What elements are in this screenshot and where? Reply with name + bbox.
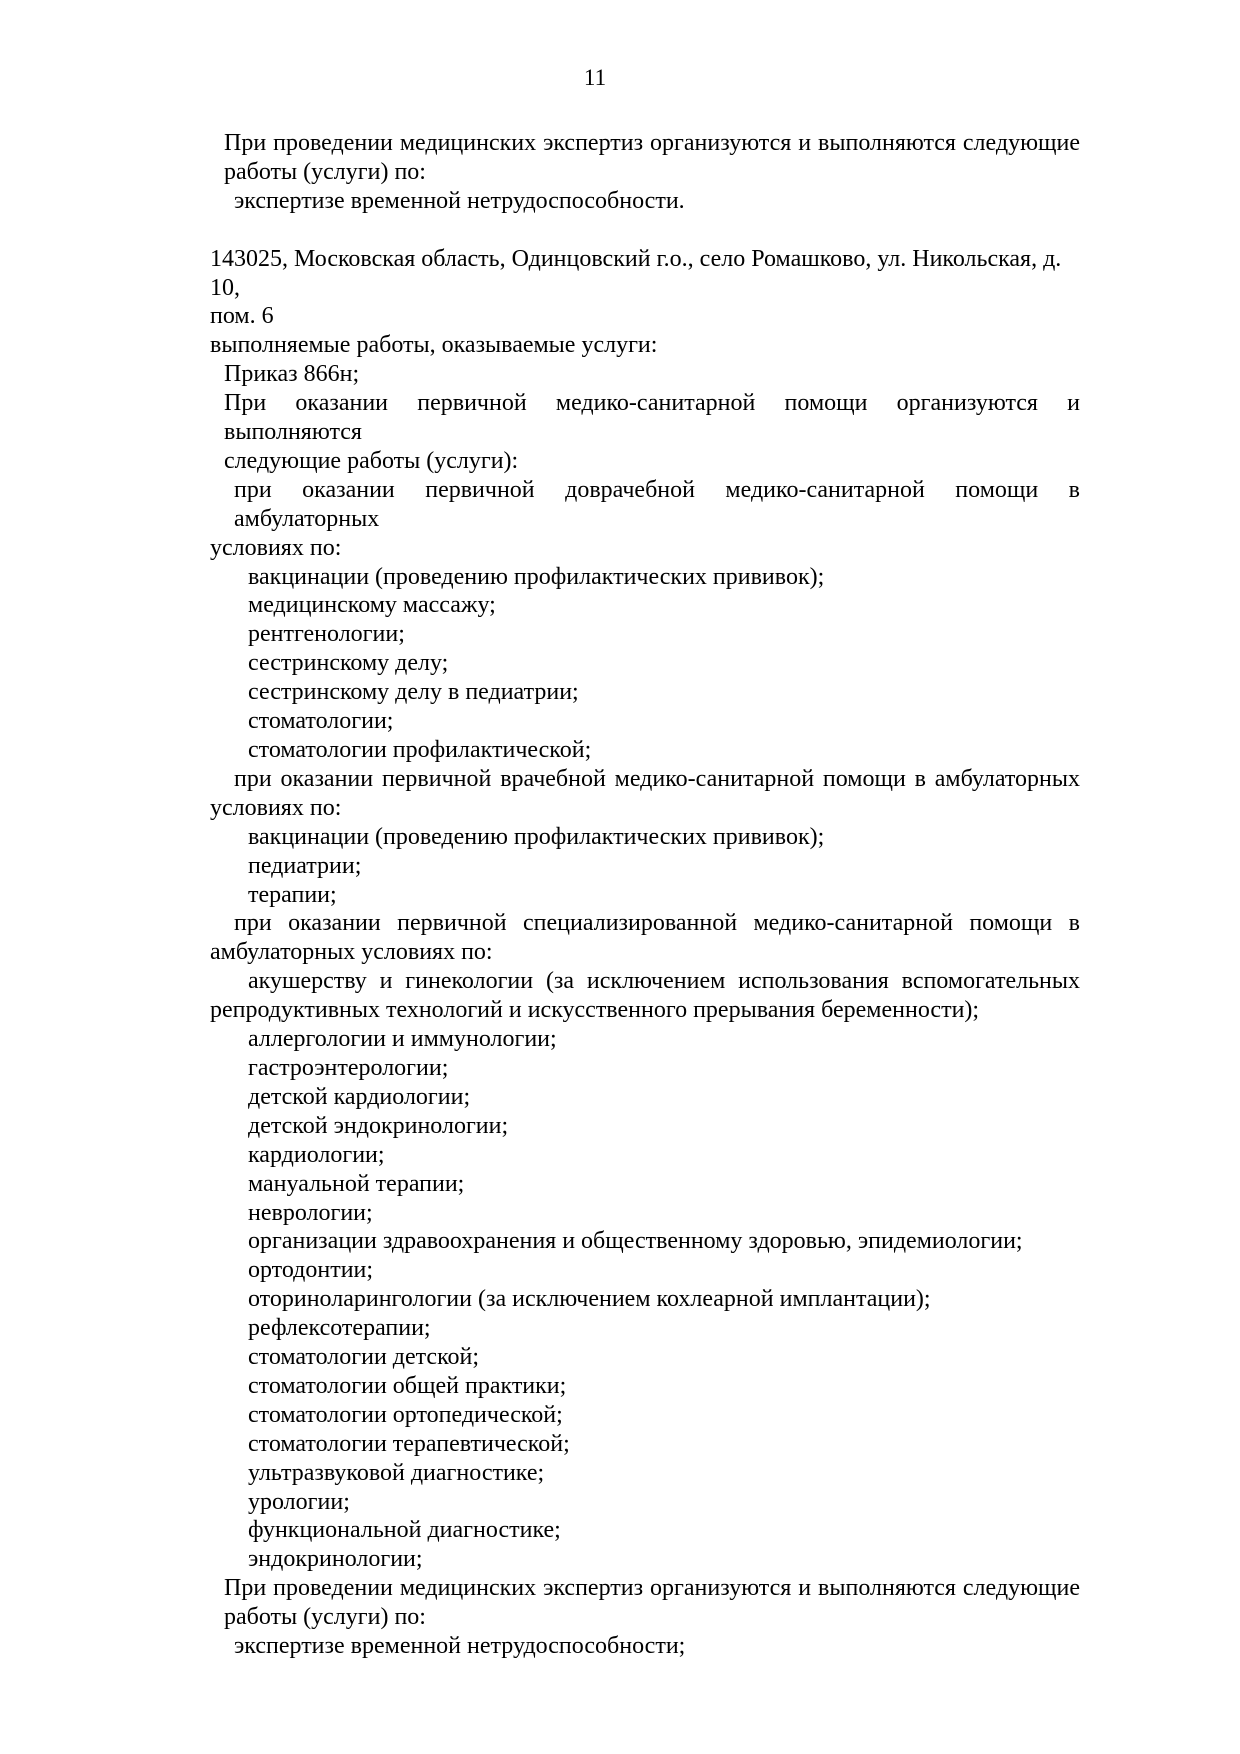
text-line: репродуктивных технологий и искусственного прерывания беременности); <box>210 997 980 1024</box>
text-line: вакцинации (проведению профилактических прививок); <box>248 563 825 590</box>
text-line: детской эндокринологии; <box>248 1112 509 1139</box>
text-line: при оказании первичной специализированной медико-санитарной помощи в <box>234 910 1080 937</box>
text-line: гастроэнтерологии; <box>248 1054 449 1081</box>
text-line: условиях по: <box>210 794 342 821</box>
text-line: Приказ 866н; <box>224 361 360 388</box>
text-line: При проведении медицинских экспертиз организуются и выполняются следующие <box>224 130 1080 156</box>
text-line: 143025, Московская область, Одинцовский г.о., село Ромашково, ул. Никольская, д. 10, <box>210 245 1062 301</box>
text-line: вакцинации (проведению профилактических прививок); <box>248 823 825 850</box>
text-line: экспертизе временной нетрудоспособности; <box>234 1633 686 1660</box>
text-line: ортодонтии; <box>248 1257 374 1284</box>
text-line: При оказании первичной медико-санитарной помощи организуются и выполняются <box>224 390 1080 446</box>
text-line: кардиологии; <box>248 1141 385 1168</box>
text-line: При проведении медицинских экспертиз организуются и выполняются следующие <box>224 1575 1080 1602</box>
text-line: ультразвуковой диагностике; <box>248 1459 545 1486</box>
text-line: урологии; <box>248 1488 350 1515</box>
text-line: работы (услуги) по: <box>224 1604 426 1631</box>
text-line: при оказании первичной врачебной медико-санитарной помощи в амбулаторных <box>234 765 1080 792</box>
text-line: условиях по: <box>210 534 342 561</box>
text-line: мануальной терапии; <box>248 1170 465 1197</box>
text-line: амбулаторных условиях по: <box>210 939 493 966</box>
text-line: рентгенологии; <box>248 621 405 648</box>
text-line: сестринскому делу; <box>248 650 449 677</box>
text-line: сестринскому делу в педиатрии; <box>248 679 579 706</box>
text-line: пом. 6 <box>210 303 274 330</box>
text-line: функциональной диагностике; <box>248 1517 561 1544</box>
text-line: акушерству и гинекологии (за исключением использования вспомогательных <box>248 968 1080 995</box>
text-line: стоматологии общей практики; <box>248 1372 567 1399</box>
text-line: стоматологии; <box>248 708 394 735</box>
text-line: следующие работы (услуги): <box>224 447 519 474</box>
text-line: при оказании первичной доврачебной медико-санитарной помощи в амбулаторных <box>234 476 1080 532</box>
text-line: стоматологии терапевтической; <box>248 1430 570 1457</box>
text-line: детской кардиологии; <box>248 1083 471 1110</box>
document-body <box>210 129 1080 1661</box>
text-line: экспертизе временной нетрудоспособности. <box>234 187 685 214</box>
text-line: стоматологии профилактической; <box>248 737 592 764</box>
text-line: организации здравоохранения и общественному здоровью, эпидемиологии; <box>248 1228 1023 1255</box>
text-line: стоматологии ортопедической; <box>248 1401 563 1428</box>
text-line: выполняемые работы, оказываемые услуги: <box>210 332 658 359</box>
text-line: терапии; <box>248 881 337 908</box>
text-line: стоматологии детской; <box>248 1344 480 1371</box>
text-line: педиатрии; <box>248 852 362 879</box>
text-line: медицинскому массажу; <box>248 592 496 619</box>
text-line: рефлексотерапии; <box>248 1315 431 1342</box>
blank-line <box>210 216 1080 245</box>
text-line: оториноларингологии (за исключением кохлеарной имплантации); <box>248 1286 931 1313</box>
text-line: неврологии; <box>248 1199 373 1226</box>
text-line: аллергологии и иммунологии; <box>248 1026 557 1053</box>
text-line: эндокринологии; <box>248 1546 423 1573</box>
page-number: 11 <box>583 65 607 90</box>
text-line: работы (услуги) по: <box>224 158 426 185</box>
